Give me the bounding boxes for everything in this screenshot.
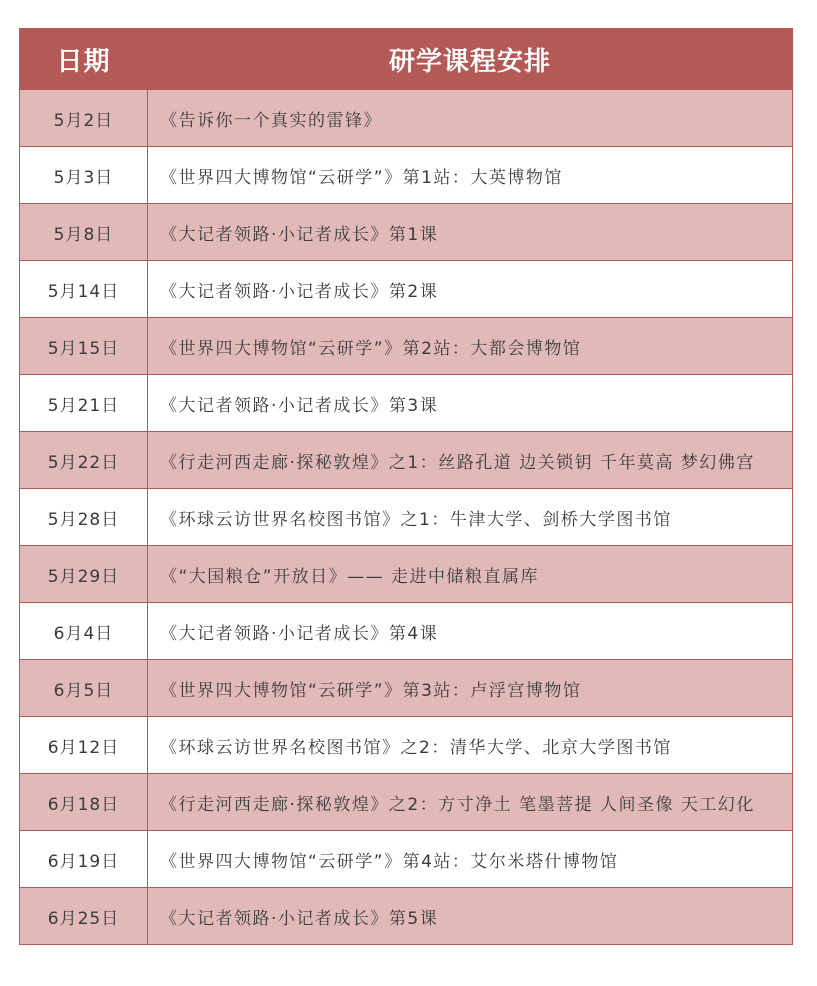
table-row: [20, 375, 793, 432]
course-cell: 《大记者领路·小记者成长》第2课: [148, 261, 793, 318]
date-cell: 6月12日: [20, 717, 148, 774]
table-row: [20, 888, 793, 945]
date-cell: 5月15日: [20, 318, 148, 375]
table-row: [20, 603, 793, 660]
table-row: [20, 717, 793, 774]
date-cell: 6月25日: [20, 888, 148, 945]
course-cell: 《告诉你一个真实的雷锋》: [148, 90, 793, 147]
date-cell: 6月4日: [20, 603, 148, 660]
course-column-header: 研学课程安排: [148, 29, 793, 90]
date-cell: 6月18日: [20, 774, 148, 831]
table-row: [20, 90, 793, 147]
date-cell: 5月2日: [20, 90, 148, 147]
table-row: [20, 489, 793, 546]
table-row: [20, 546, 793, 603]
course-cell: 《世界四大博物馆“云研学”》第3站：卢浮宫博物馆: [148, 660, 793, 717]
course-cell: 《行走河西走廊·探秘敦煌》之2：方寸净土 笔墨菩提 人间圣像 天工幻化: [148, 774, 793, 831]
course-cell: 《世界四大博物馆“云研学”》第4站：艾尔米塔什博物馆: [148, 831, 793, 888]
course-cell: 《环球云访世界名校图书馆》之2：清华大学、北京大学图书馆: [148, 717, 793, 774]
course-cell: 《世界四大博物馆“云研学”》第1站：大英博物馆: [148, 147, 793, 204]
table-row: [20, 318, 793, 375]
date-cell: 6月19日: [20, 831, 148, 888]
table-row: [20, 432, 793, 489]
course-cell: 《行走河西走廊·探秘敦煌》之1：丝路孔道 边关锁钥 千年莫高 梦幻佛宫: [148, 432, 793, 489]
date-column-header: 日期: [20, 29, 148, 90]
table-row: [20, 831, 793, 888]
course-cell: 《大记者领路·小记者成长》第5课: [148, 888, 793, 945]
course-cell: 《大记者领路·小记者成长》第3课: [148, 375, 793, 432]
date-cell: 5月28日: [20, 489, 148, 546]
date-cell: 6月5日: [20, 660, 148, 717]
schedule-table: [19, 28, 793, 945]
table-row: [20, 774, 793, 831]
date-cell: 5月3日: [20, 147, 148, 204]
date-cell: 5月21日: [20, 375, 148, 432]
date-cell: 5月14日: [20, 261, 148, 318]
table-row: [20, 147, 793, 204]
table-row: [20, 204, 793, 261]
table-header-row: [20, 29, 793, 90]
table-row: [20, 261, 793, 318]
date-cell: 5月29日: [20, 546, 148, 603]
date-cell: 5月22日: [20, 432, 148, 489]
course-cell: 《大记者领路·小记者成长》第4课: [148, 603, 793, 660]
course-cell: 《环球云访世界名校图书馆》之1：牛津大学、剑桥大学图书馆: [148, 489, 793, 546]
course-cell: 《大记者领路·小记者成长》第1课: [148, 204, 793, 261]
date-cell: 5月8日: [20, 204, 148, 261]
course-cell: 《世界四大博物馆“云研学”》第2站：大都会博物馆: [148, 318, 793, 375]
table-row: [20, 660, 793, 717]
course-cell: 《“大国粮仓”开放日》—— 走进中储粮直属库: [148, 546, 793, 603]
